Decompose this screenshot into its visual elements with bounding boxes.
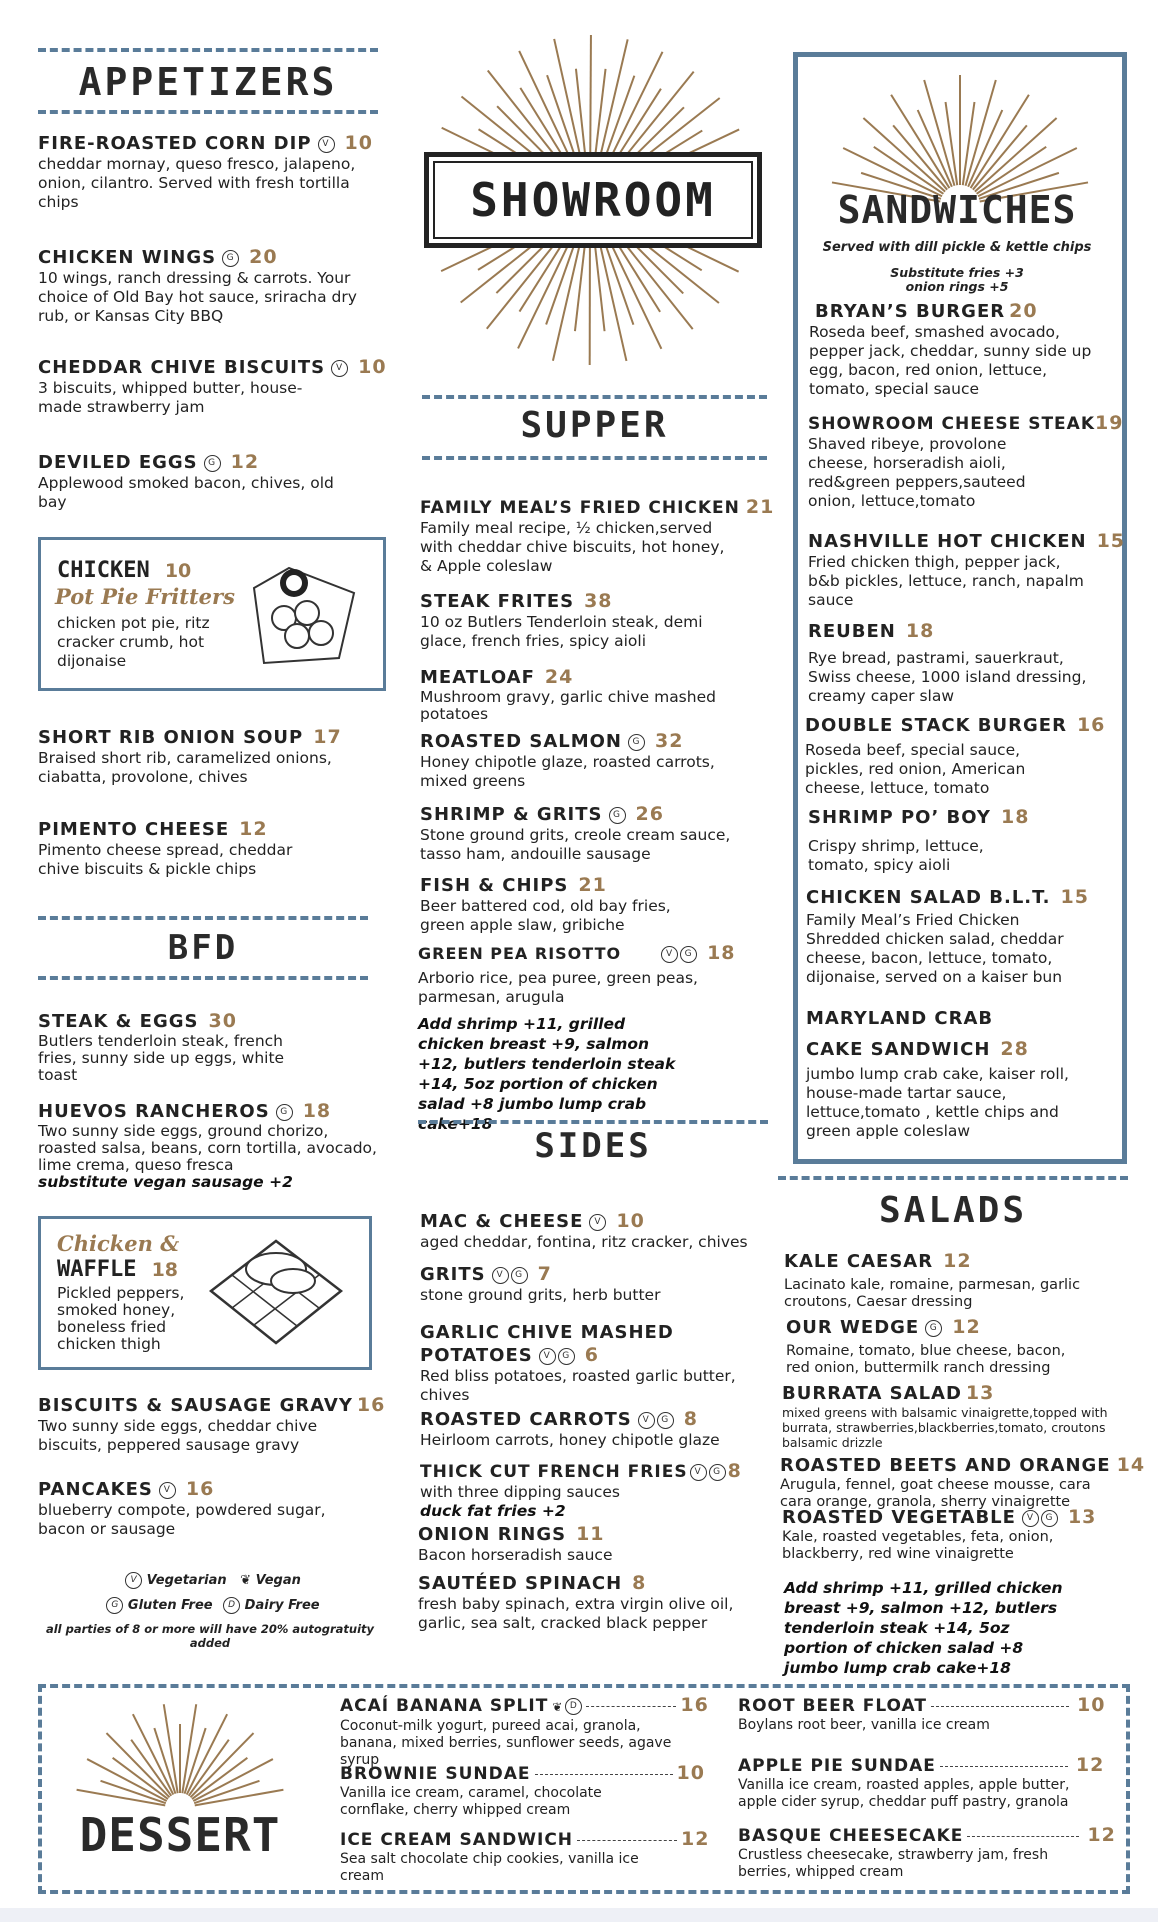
divider [418,1120,768,1124]
sandwiches-subtitle: Served with dill pickle & kettle chips [822,240,1092,255]
item-name: MARYLAND CRAB CAKE SANDWICH [806,1008,994,1060]
item-desc: Coconut-milk yogurt, pureed acai, granola, banana, mixed berries, sunflower seeds, agave syrup [340,1718,672,1768]
item-desc: Roseda beef, smashed avocado, pepper jack, cheddar, sunny side up egg, bacon, red onion, lettuce, tomato, special sauce [809,323,1092,398]
menu-item [808,806,1108,875]
sunburst-ray [874,147,944,194]
item-price: 11 [576,1523,605,1545]
menu-item [420,590,770,651]
sunburst-ray [971,95,1029,188]
leader-line [967,1836,1079,1837]
gluten-free-icon: G [609,807,626,824]
divider [38,976,368,980]
item-name: CHICKEN SALAD B.L.T. [806,887,1051,908]
item-price: 16 [680,1694,709,1716]
item-name: BURRATA SALAD [782,1383,962,1404]
vegetarian-icon: V [638,1412,655,1429]
sunburst-ray [608,52,663,164]
item-price: 10 [676,1762,705,1784]
sunburst-ray [607,236,661,349]
item-name: NASHVILLE HOT CHICKEN [808,531,1087,552]
menu-item [340,1762,705,1819]
item-desc: Family Meal’s Fried Chicken Shredded chicken salad, cheddar cheese, bacon, lettuce, tomato, dijonaise, served on a kaiser bun [806,911,1064,986]
item-desc: chicken pot pie, ritz cracker crumb, hot dijonaise [57,614,210,670]
bottom-strip [0,1908,1158,1922]
vegetarian-icon: V [492,1267,509,1284]
item-price: 12 [952,1316,981,1338]
divider [422,456,767,460]
item-desc: Honey chipotle glaze, roasted carrots, mixed greens [420,753,715,790]
leader-line [940,1766,1068,1767]
vegetarian-icon: V [331,360,348,377]
dessert-sunburst [70,1700,290,1810]
item-price: 12 [239,818,268,840]
menu-item [738,1694,1106,1734]
menu-item [784,1250,1114,1311]
item-desc: Romaine, tomato, blue cheese, bacon, red onion, buttermilk ranch dressing [786,1343,1066,1376]
item-desc: Butlers tenderloin steak, french fries, sunny side up eggs, white toast [38,1032,285,1084]
item-price: 12 [1087,1824,1116,1846]
legend-vegetarian: Vegetarian [146,1573,227,1588]
item-desc: Crustless cheesecake, strawberry jam, fresh berries, whipped cream [738,1847,1049,1880]
menu-item [418,942,768,1007]
item-price: 26 [635,803,664,825]
item-name: THICK CUT FRENCH FRIES [420,1462,688,1482]
supper-title: SUPPER [520,405,669,446]
menu-item [420,1322,770,1405]
item-name: OUR WEDGE [786,1317,920,1338]
menu-item [808,530,1126,610]
gluten-free-icon: G [511,1267,528,1284]
item-desc: Fried chicken thigh, pepper jack, b&b pickles, lettuce, ranch, napalm sauce [808,553,1084,609]
logo-box [424,152,762,248]
gluten-free-icon: G [680,946,697,963]
item-name: BISCUITS & SAUSAGE GRAVY [38,1395,353,1416]
autograt-note: all parties of 8 or more will have 20% autogratuity added [45,1622,375,1650]
item-desc: Bacon horseradish sauce [418,1546,613,1564]
legend [30,1572,390,1650]
menu-item [38,356,388,417]
menu-item [782,1382,1122,1450]
item-name: GREEN PEA RISOTTO [418,944,622,963]
item-price: 12 [230,451,260,473]
menu-item [38,726,388,787]
item-price: 16 [356,1394,386,1416]
item-desc: cheddar mornay, queso fresco, jalapeno, onion, cilantro. Served with fresh tortilla chips [38,155,356,211]
item-desc: aged cheddar, fontina, ritz cracker, chives [420,1233,748,1251]
item-price: 18 [707,942,736,964]
item-name: GARLIC CHIVE MASHED POTATOES [420,1322,674,1366]
vegetarian-icon: V [125,1572,142,1589]
item-desc: Lacinato kale, romaine, parmesan, garlic croutons, Caesar dressing [784,1277,1081,1310]
menu-item [808,620,1108,706]
sunburst-ray [553,239,581,361]
dairy-free-icon: D [223,1597,240,1614]
sunburst-ray [518,236,573,348]
menu-item [420,1408,770,1450]
menu-item [418,1572,778,1633]
sandwiches-sub3: onion rings +5 [905,279,1009,294]
item-price: 24 [544,666,574,688]
item-price: 20 [1009,300,1038,322]
menu-item [805,714,1110,798]
item-desc: Beer battered cod, old bay fries, green apple slaw, gribiche [420,897,671,934]
gluten-free-icon: G [204,455,221,472]
gluten-free-icon: G [222,250,239,267]
sunburst-ray [575,240,585,331]
item-desc: Arborio rice, pea puree, green peas, parmesan, arugula [418,969,698,1006]
item-desc: Braised short rib, caramelized onions, ciabatta, provolone, chives [38,749,332,786]
item-price: 18 [302,1100,332,1122]
item-desc: 10 oz Butlers Tenderloin steak, demi glace, french fries, spicy aioli [420,613,703,650]
menu-item [340,1694,709,1769]
menu-item [809,300,1115,399]
divider [38,48,378,52]
item-desc: Roseda beef, special sauce, pickles, red onion, American cheese, lettuce, tomato [805,741,1026,797]
item-name: CHICKEN WINGS [38,247,217,268]
waffle-illustration [201,1231,351,1351]
item-name: ROOT BEER FLOAT [738,1696,927,1716]
item-price: 10 [358,356,387,378]
menu-item [786,1316,1116,1377]
divider [38,110,378,114]
item-desc: Shaved ribeye, provolone cheese, horseradish aioli, red&green peppers,sauteed onion, lettuce,tomato [808,435,1026,510]
sunburst-ray [519,51,573,164]
vegetarian-icon: V [318,136,335,153]
vegetarian-icon: V [159,1482,176,1499]
menu-item [38,246,388,326]
item-desc: mixed greens with balsamic vinaigrette,topped with burrata, strawberries,blackberries,tomato, croutons balsamic drizzle [782,1405,1108,1450]
item-name: PIMENTO CHEESE [38,819,230,840]
item-name: GRITS [420,1264,486,1285]
item-desc: fresh baby spinach, extra virgin olive oil, garlic, sea salt, cracked black pepper [418,1595,734,1632]
sandwiches-sub2: Substitute fries +3 [890,265,1024,280]
menu-item [780,1454,1146,1511]
item-name: CHEDDAR CHIVE BISCUITS [38,357,326,378]
item-price: 21 [578,874,607,896]
item-price: 21 [745,496,775,518]
gluten-free-icon: G [628,734,645,751]
menu-item [38,1478,388,1539]
item-name: HUEVOS RANCHEROS [38,1101,270,1122]
leader-line [586,1706,676,1707]
sandwiches-title: SANDWICHES [837,188,1077,232]
menu-item [420,1210,770,1252]
salads-addons: Add shrimp +11, grilled chicken breast +9, salmon +12, butlers tenderloin steak +14, 5oz portion of chicken salad +8 jumbo lump crab cake+18 [784,1579,1063,1677]
menu-item [38,132,388,212]
menu-item [782,1506,1122,1563]
sunburst-ray [595,69,606,160]
item-price: 6 [584,1344,599,1366]
vegan-icon: ❦ [552,1700,564,1714]
item-price: 19 [1095,412,1124,434]
item-name: KALE CAESAR [784,1251,934,1272]
gluten-free-icon: G [709,1464,726,1481]
fritters-illustration [249,558,359,668]
item-name: SHOWROOM CHEESE STEAK [808,414,1095,434]
item-name: BRYAN’S BURGER [815,301,1006,322]
menu-item [38,818,388,879]
item-desc: Sea salt chocolate chip cookies, vanilla ice cream [340,1851,639,1884]
item-price: 38 [584,590,613,612]
item-name: STEAK & EGGS [38,1011,199,1032]
salads-title: SALADS [878,1190,1028,1231]
item-name: ROASTED SALMON [420,731,622,752]
appetizers-title: APPETIZERS [78,60,338,104]
item-desc: Family meal recipe, ½ chicken,served with cheddar chive biscuits, hot honey, & Apple coleslaw [420,519,725,575]
menu-item [340,1828,710,1885]
menu-item [806,886,1106,987]
feature-box [38,1216,372,1370]
item-name: ACAÍ BANANA SPLIT [340,1696,549,1716]
gluten-free-icon: G [276,1104,293,1121]
menu-item [420,1263,770,1305]
item-note: substitute vegan sausage +2 [38,1173,293,1191]
feature-title: CHICKEN [57,558,150,583]
gluten-free-icon: G [925,1320,942,1337]
item-desc: Red bliss potatoes, roasted garlic butter, chives [420,1367,736,1404]
vegetarian-icon: V [661,946,678,963]
divider [38,916,368,920]
item-desc: jumbo lump crab cake, kaiser roll, house-made tartar sauce, lettuce,tomato , kettle chips and green apple coleslaw [806,1065,1069,1140]
item-desc: 3 biscuits, whipped butter, house-made strawberry jam [38,379,303,416]
item-name: BASQUE CHEESECAKE [738,1826,964,1846]
sunburst-ray [863,118,945,192]
vegan-icon: ❦ [240,1573,252,1588]
leader-line [931,1706,1069,1707]
legend-dairy-free: Dairy Free [244,1598,320,1613]
item-desc: Two sunny side eggs, ground chorizo, roasted salsa, beans, corn tortilla, avocado, lime crema, queso fresca [38,1122,377,1174]
vegetarian-icon: V [690,1464,707,1481]
leader-line [577,1840,677,1841]
item-price: 14 [1116,1454,1146,1476]
item-name: ROASTED BEETS AND ORANGE [780,1455,1111,1476]
menu-item [38,1010,388,1084]
sunburst-ray [975,118,1057,192]
item-name: FAMILY MEAL’S FRIED CHICKEN [420,498,740,518]
item-desc: Mushroom gravy, garlic chive mashed potatoes [420,688,716,723]
sunburst-ray [590,35,591,160]
item-name: ROASTED VEGETABLE [782,1507,1016,1528]
item-desc: Boylans root beer, vanilla ice cream [738,1717,990,1733]
item-price: 32 [655,730,684,752]
item-name: SHRIMP PO’ BOY [808,807,991,828]
sunburst-ray [599,39,628,161]
item-price: 12 [943,1250,972,1272]
item-price: 16 [1076,714,1106,736]
vegetarian-icon: V [1022,1510,1039,1527]
item-price: 7 [537,1263,552,1285]
item-price: 8 [727,1460,742,1482]
legend-vegan: Vegan [255,1573,301,1588]
item-price: 8 [683,1408,698,1430]
menu-item [420,666,770,723]
item-price: 10 [164,560,192,582]
menu-item [420,496,775,576]
feature-box [38,537,386,691]
divider [778,1176,1128,1180]
logo-text: SHOWROOM [470,173,716,227]
item-desc: blueberry compote, powdered sugar, bacon or sausage [38,1501,326,1538]
item-name: SAUTÉED SPINACH [418,1573,623,1594]
item-name: SHORT RIB ONION SOUP [38,727,304,748]
item-desc: Rye bread, pastrami, sauerkraut, Swiss cheese, 1000 island dressing, creamy caper slaw [808,649,1087,705]
item-desc: Arugula, fennel, goat cheese mousse, cara cara orange, granola, sherry vinaigrette [780,1477,1091,1510]
item-desc: with three dipping sauces [420,1483,620,1501]
item-price: 13 [965,1382,995,1404]
item-price: 10 [1076,1694,1106,1716]
item-name: APPLE PIE SUNDAE [738,1756,936,1776]
menu-item [738,1824,1116,1881]
item-name: ICE CREAM SANDWICH [340,1830,574,1850]
item-name: DOUBLE STACK BURGER [805,715,1067,736]
item-desc: Applewood smoked bacon, chives, old bay [38,474,334,511]
supper-addons: Add shrimp +11, grilled chicken breast +9, salmon +12, butlers tenderloin steak +14, 5oz portion of chicken salad +8 jumbo lump crab cake+18 [418,1015,676,1133]
item-price: 17 [313,726,342,748]
item-desc: Kale, roasted vegetables, feta, onion, blackberry, red wine vinaigrette [782,1529,1054,1562]
item-note: duck fat fries +2 [420,1502,566,1520]
item-price: 12 [1075,1754,1105,1776]
menu-item [806,1004,1106,1141]
dairy-free-icon: D [565,1698,582,1715]
menu-item [38,1100,388,1191]
menu-item [808,412,1124,511]
item-desc: Stone ground grits, creole cream sauce, tasso ham, andouille sausage [420,826,731,863]
menu-item [420,874,770,935]
item-desc: Vanilla ice cream, caramel, chocolate cornflake, cherry whipped cream [340,1785,602,1818]
item-price: 20 [249,246,278,268]
vegetarian-icon: V [539,1348,556,1365]
item-name: REUBEN [808,621,896,642]
item-name: BROWNIE SUNDAE [340,1764,531,1784]
item-price: 10 [616,1210,645,1232]
item-desc: Vanilla ice cream, roasted apples, apple butter, apple cider syrup, cheddar puff pastry, granola [738,1777,1070,1810]
menu-item [38,1394,388,1455]
item-price: 28 [1000,1038,1029,1060]
item-name: SHRIMP & GRITS [420,804,603,825]
item-price: 15 [1096,530,1126,552]
vegetarian-icon: V [589,1214,606,1231]
item-name: MAC & CHEESE [420,1211,584,1232]
menu-item [418,1523,768,1565]
item-desc: 10 wings, ranch dressing & carrots. Your choice of Old Bay hot sauce, sriracha dry rub, or Kansas City BBQ [38,269,357,325]
gluten-free-icon: G [106,1597,123,1614]
menu-item [38,451,388,512]
item-price: 18 [151,1259,179,1281]
leader-line [535,1774,673,1775]
sunburst-ray [599,239,627,361]
item-price: 10 [344,132,373,154]
sides-title: SIDES [534,1126,652,1166]
legend-gluten-free: Gluten Free [127,1598,213,1613]
sunburst-ray [554,39,581,161]
item-desc: Pickled peppers, smoked honey, boneless fried chicken thigh [57,1284,185,1353]
item-price: 8 [632,1572,647,1594]
item-desc: Two sunny side eggs, cheddar chive biscuits, peppered sausage gravy [38,1417,318,1454]
divider [422,395,767,399]
item-name: STEAK FRITES [420,591,575,612]
item-desc: Crispy shrimp, lettuce, tomato, spicy aioli [808,837,984,874]
item-desc: Heirloom carrots, honey chipotle glaze [420,1431,720,1449]
item-name: ROASTED CARROTS [420,1409,632,1430]
item-desc: stone ground grits, herb butter [420,1286,661,1304]
sunburst-ray [977,147,1047,194]
item-price: 12 [681,1828,710,1850]
item-name: PANCAKES [38,1479,153,1500]
item-price: 15 [1060,886,1089,908]
item-name: FIRE-ROASTED CORN DIP [38,133,312,154]
feature-subtitle: Pot Pie Fritters [55,584,235,609]
item-name: ONION RINGS [418,1524,567,1545]
item-price: 18 [905,620,935,642]
gluten-free-icon: G [1041,1510,1058,1527]
dessert-title: DESSERT [79,1808,281,1862]
item-name: FISH & CHIPS [420,875,569,896]
menu-item [738,1754,1105,1811]
sunburst-ray [891,95,949,188]
item-price: 18 [1000,806,1030,828]
menu-item [420,730,770,791]
feature-title: WAFFLE [57,1257,137,1282]
item-name: DEVILED EGGS [38,452,198,473]
item-price: 30 [208,1010,237,1032]
gluten-free-icon: G [657,1412,674,1429]
item-price: 13 [1067,1506,1097,1528]
feature-subtitle: Chicken & [57,1231,180,1256]
menu-item [420,1460,770,1520]
item-name: MEATLOAF [420,667,535,688]
item-desc: Pimento cheese spread, cheddar chive biscuits & pickle chips [38,841,293,878]
item-price: 16 [185,1478,215,1500]
gluten-free-icon: G [558,1348,575,1365]
bfd-title: BFD [167,928,239,968]
menu-item [420,803,770,864]
